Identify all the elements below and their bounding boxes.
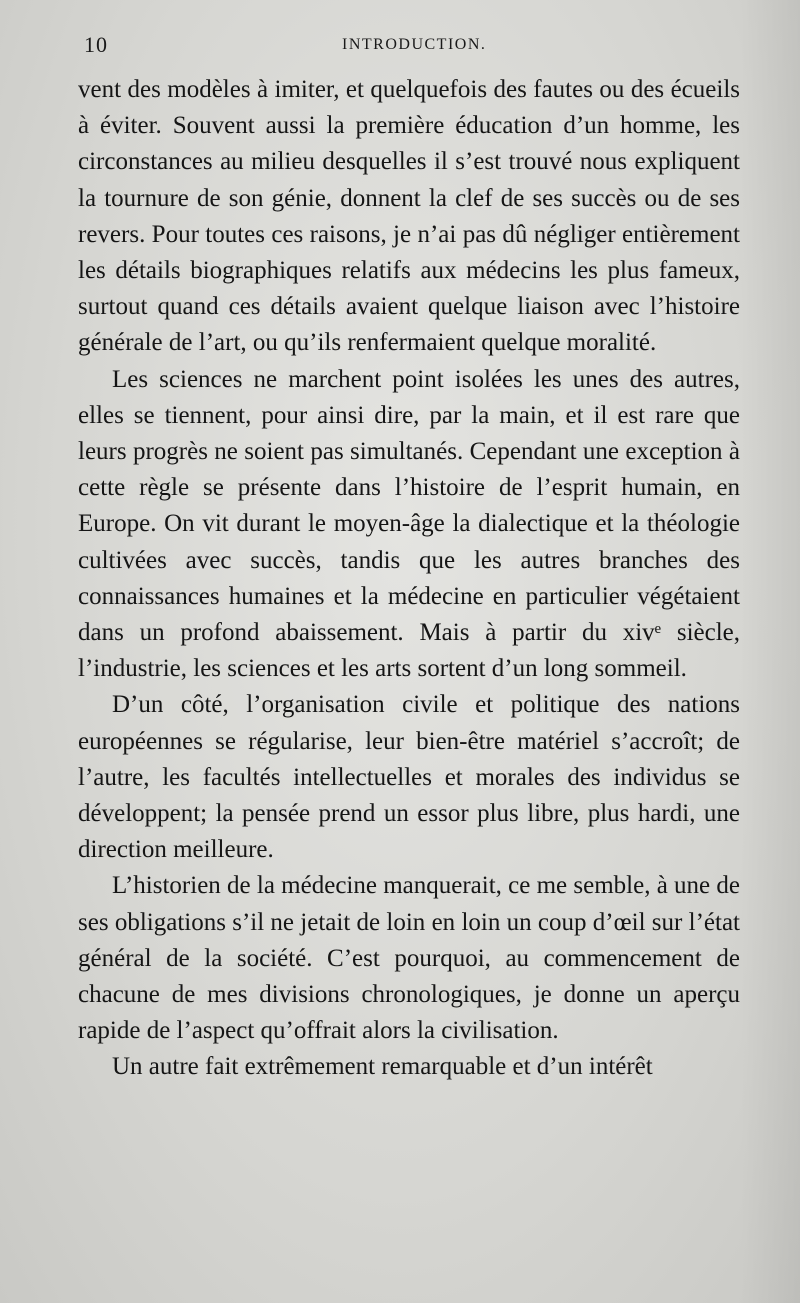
paragraph-1: vent des modèles à imiter, et quelquefois des fautes ou des écueils à éviter. Souvent aussi la première éducation d’un homme, les circonstances au milieu desquelles il s’est trouvé nous expliquent la tournure de son génie, donnent la clef de ses succès ou de ses revers. Pour toutes ces raisons, je n’ai pas dû négliger entièrement les détails biographiques relatifs aux médecins les plus fameux, surtout quand ces détails avaient quelque liaison avec l’histoire générale de l’art, ou qu’ils renfermaient quelque moralité. [78,76,740,357]
page-header [84,32,740,62]
page-edge-shadow [740,0,800,1303]
paragraph-2: Les sciences ne marchent point isolées les unes des autres, elles se tiennent, pour ainsi dire, par la main, et il est rare que leurs progrès ne soient pas simultanés. Cependant une exception à cette règle se présente dans l’histoire de l’esprit humain, en Europe. On vit durant le moyen-âge la dialectique et la théologie cultivées avec succès, tandis que les autres branches des connaissances humaines et la médecine en particulier végétaient dans un profond abaissement. Mais à partir du xivᵉ siècle, l’industrie, les sciences et les arts sortent d’un long sommeil. [78,365,740,683]
paragraph-3: D’un côté, l’organisation civile et politique des nations européennes se régularise, leur bien-être matériel s’accroît; de l’autre, les facultés intellectuelles et morales des individus se développent; la pensée prend un essor plus libre, plus hardi, une direction meilleure. [78,691,740,864]
page-number: 10 [84,32,108,57]
paragraph-5: Un autre fait extrêmement remarquable et d’un intérêt [112,1053,653,1081]
paragraph-4: L’historien de la médecine manquerait, ce me semble, à une de ses obligations s’il ne jetait de loin en loin un coup d’œil sur l’état général de la société. C’est pourquoi, au commencement de chacune de mes divisions chronologiques, je donne un aperçu rapide de l’aspect qu’offrait alors la civilisation. [78,872,740,1045]
running-head: INTRODUCTION. [342,36,487,53]
body-text [78,72,740,1086]
